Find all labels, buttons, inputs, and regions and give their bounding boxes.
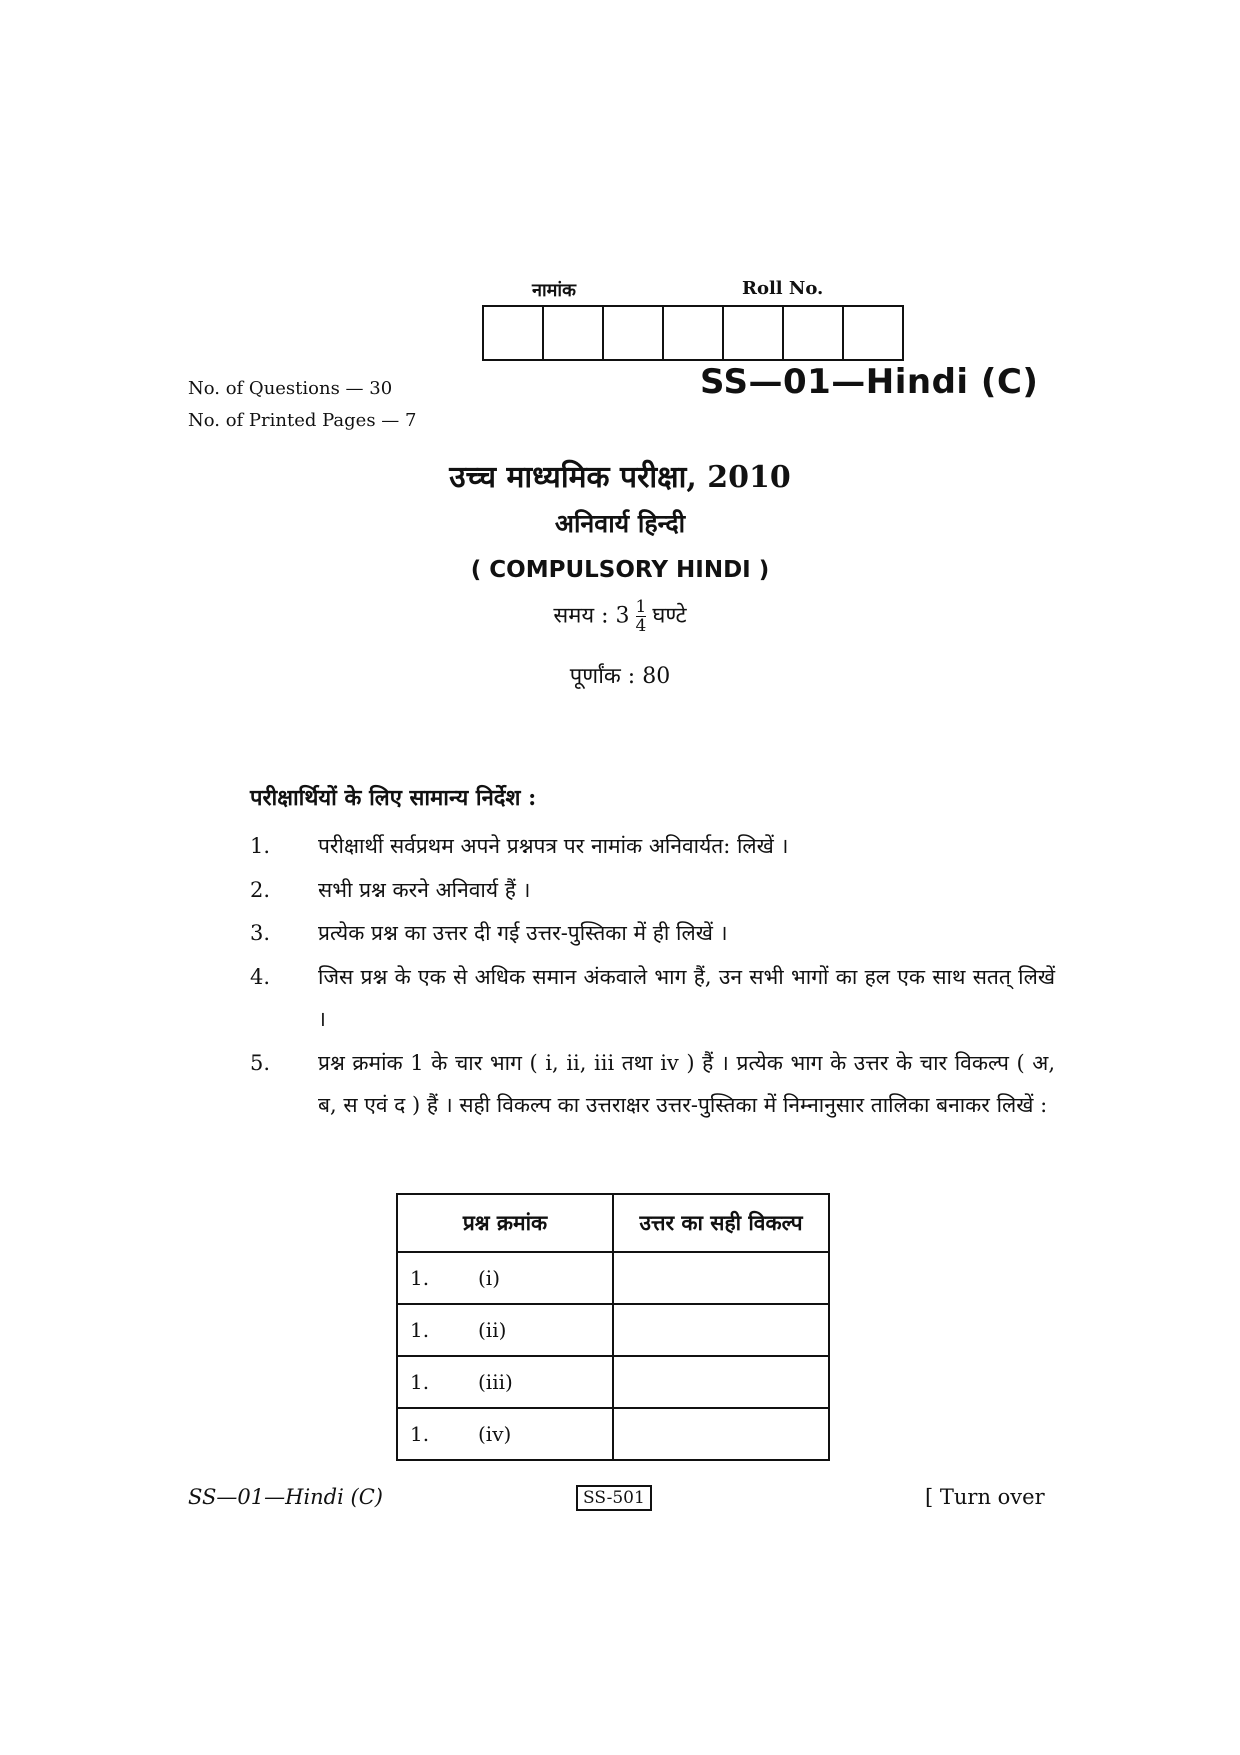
table-header-answer: उत्तर का सही विकल्प <box>613 1194 829 1252</box>
answer-cell <box>613 1356 829 1408</box>
roll-digit-box[interactable] <box>724 307 784 359</box>
question-number: 1. <box>410 1318 430 1342</box>
instruction-text: जिस प्रश्न के एक से अधिक समान अंकवाले भाग हैं, उन सभी भागों का हल एक साथ सतत् लिखें । <box>318 965 1055 1031</box>
question-cell <box>397 1356 613 1408</box>
instruction-item <box>250 912 1055 954</box>
paper-code: SS—01—Hindi (C) <box>700 362 1039 402</box>
roll-digit-box[interactable] <box>844 307 902 359</box>
table-row <box>397 1356 829 1408</box>
instruction-text: प्रश्न क्रमांक 1 के चार भाग ( i, ii, iii तथा iv ) हैं । प्रत्येक भाग के उत्तर के चार विकल्प ( अ, ब, स एवं द ) हैं । सही विकल्प का उत्तराक्षर उत्तर-पुस्तिका में निम्नानुसार तालिका बनाकर लिखें : <box>318 1051 1055 1117</box>
instruction-item <box>250 1042 1055 1126</box>
footer-series-code: SS-501 <box>576 1485 652 1511</box>
time-suffix: घण्टे <box>652 603 687 629</box>
roll-digit-box[interactable] <box>484 307 544 359</box>
question-part: (iii) <box>478 1370 513 1394</box>
turn-over-note: [ Turn over <box>925 1485 1045 1509</box>
instruction-text: परीक्षार्थी सर्वप्रथम अपने प्रश्नपत्र पर नामांक अनिवार्यत: लिखें । <box>318 834 789 858</box>
instructions-heading: परीक्षार्थियों के लिए सामान्य निर्देश : <box>250 785 537 811</box>
instruction-number: 1. <box>250 834 271 858</box>
answer-cell <box>613 1304 829 1356</box>
roll-digit-box[interactable] <box>544 307 604 359</box>
question-part: (iv) <box>478 1422 512 1446</box>
printed-pages: No. of Printed Pages — 7 <box>188 410 417 431</box>
question-part: (i) <box>478 1266 501 1290</box>
time-prefix: समय : 3 <box>553 603 630 629</box>
subject-hindi: अनिवार्य हिन्दी <box>554 509 686 538</box>
time-fraction <box>636 598 647 635</box>
question-number: 1. <box>410 1370 430 1394</box>
instruction-text: प्रत्येक प्रश्न का उत्तर दी गई उत्तर-पुस्तिका में ही लिखें । <box>318 921 728 945</box>
table-header-row <box>397 1194 829 1252</box>
time-frac-num: 1 <box>635 597 647 617</box>
instruction-number: 5. <box>250 1051 271 1075</box>
question-cell <box>397 1252 613 1304</box>
footer-paper-code: SS—01—Hindi (C) <box>188 1485 383 1509</box>
time-frac-den: 4 <box>635 616 647 636</box>
roll-label-hindi: नामांक <box>532 280 576 301</box>
question-count: No. of Questions — 30 <box>188 378 393 399</box>
instruction-item <box>250 825 1055 867</box>
time-allowed <box>0 598 1240 635</box>
question-part: (ii) <box>478 1318 507 1342</box>
max-marks: पूर्णांक : 80 <box>569 664 671 689</box>
subject-english: ( COMPULSORY HINDI ) <box>470 557 770 583</box>
table-header-question: प्रश्न क्रमांक <box>397 1194 613 1252</box>
table-row <box>397 1252 829 1304</box>
answer-cell <box>613 1252 829 1304</box>
instruction-number: 4. <box>250 965 271 989</box>
table-row <box>397 1408 829 1460</box>
answer-cell <box>613 1408 829 1460</box>
exam-title: उच्च माध्यमिक परीक्षा, 2010 <box>449 460 791 495</box>
roll-label-english: Roll No. <box>742 278 824 299</box>
roll-digit-box[interactable] <box>604 307 664 359</box>
roll-digit-box[interactable] <box>784 307 844 359</box>
instruction-number: 3. <box>250 921 271 945</box>
question-cell <box>397 1304 613 1356</box>
roll-digit-box[interactable] <box>664 307 724 359</box>
question-number: 1. <box>410 1422 430 1446</box>
instruction-number: 2. <box>250 878 271 902</box>
table-row <box>397 1304 829 1356</box>
question-cell <box>397 1408 613 1460</box>
question-number: 1. <box>410 1266 430 1290</box>
roll-number-boxes[interactable] <box>482 305 904 361</box>
answer-format-table <box>396 1193 830 1461</box>
instruction-item <box>250 956 1055 1040</box>
instruction-item <box>250 869 1055 911</box>
instruction-text: सभी प्रश्न करने अनिवार्य हैं । <box>318 878 531 902</box>
